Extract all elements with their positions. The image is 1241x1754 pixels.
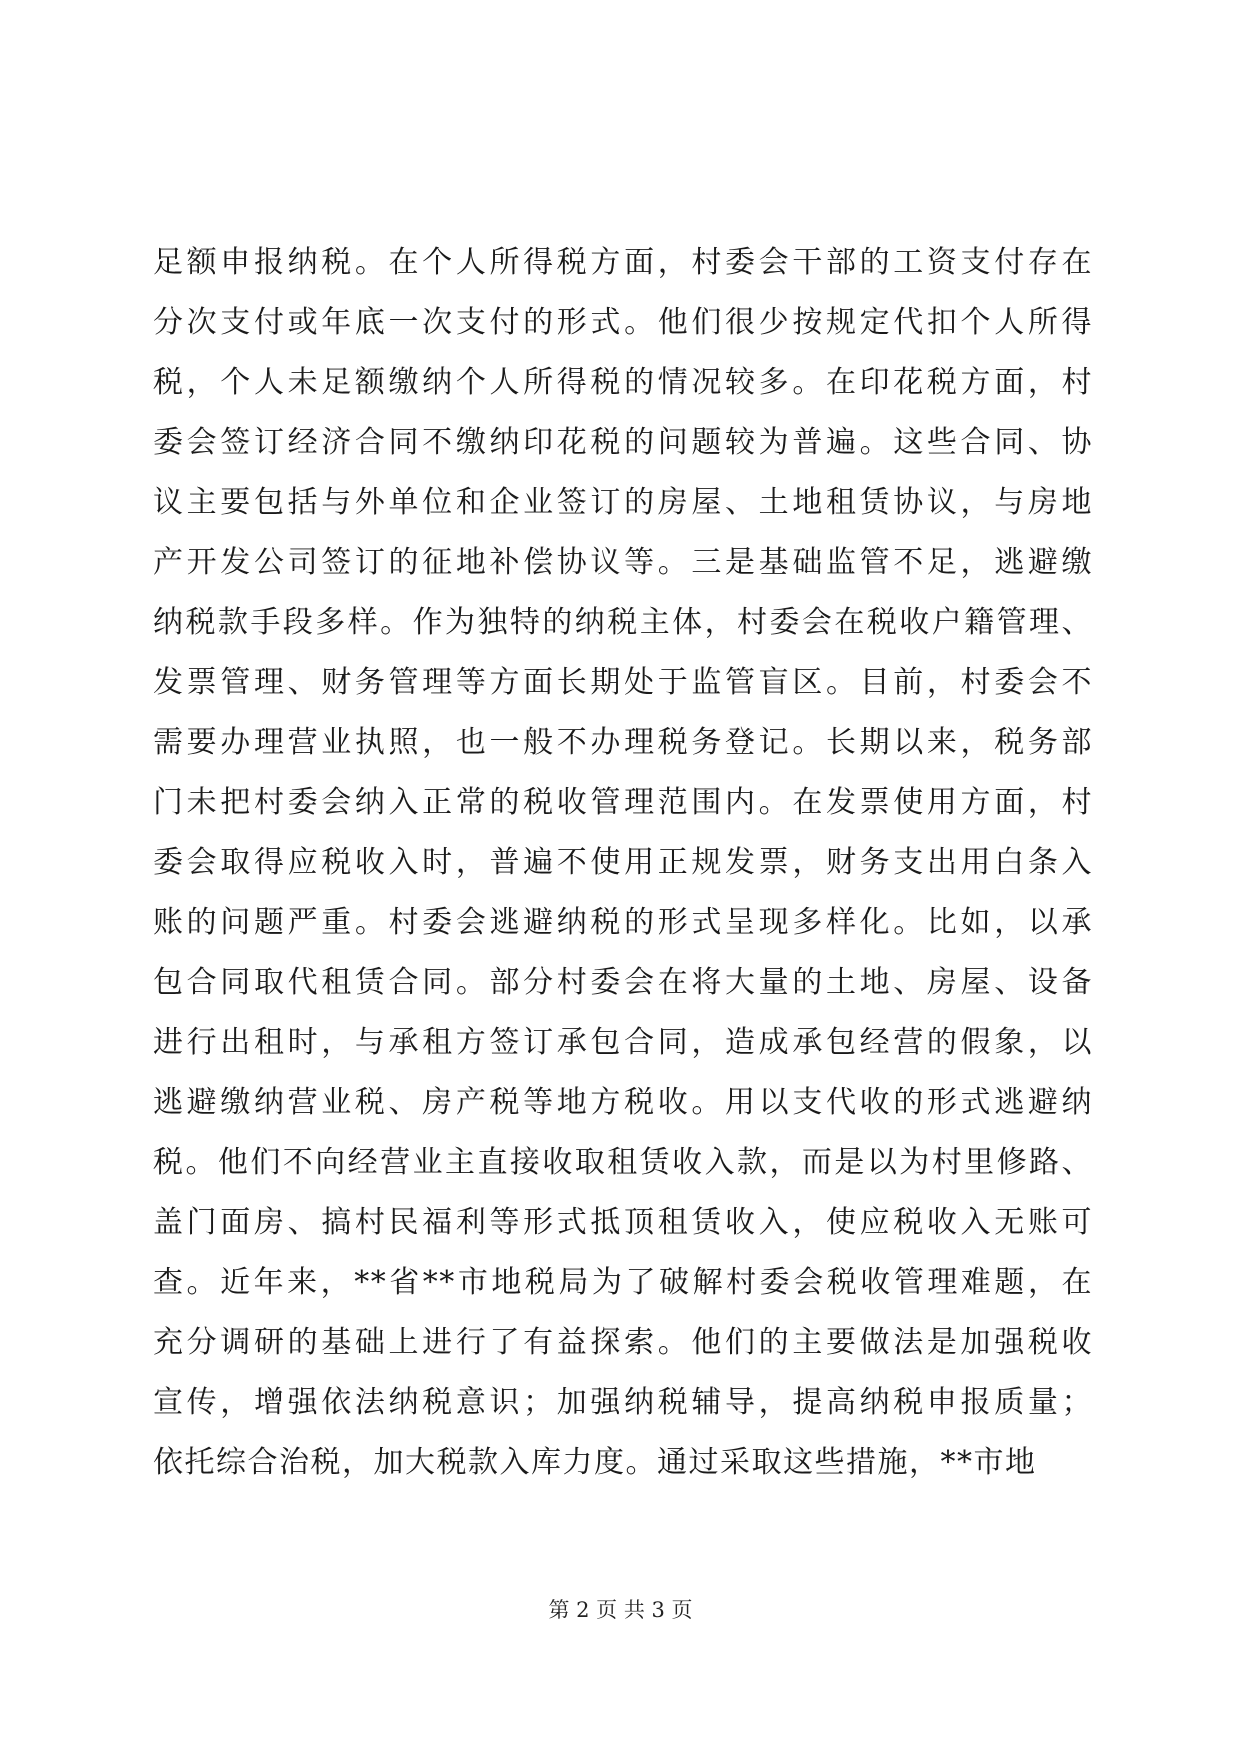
text-line-5: 议主要包括与外单位和企业签订的房屋、土地租赁协议，与房地 xyxy=(153,485,1093,520)
text-line-6: 产开发公司签订的征地补偿协议等。三是基础监管不足，逃避缴 xyxy=(153,545,1093,580)
text-line-18: 查。近年来，**省**市地税局为了破解村委会税收管理难题，在 xyxy=(153,1265,1093,1300)
text-line-4: 委会签订经济合同不缴纳印花税的问题较为普遍。这些合同、协 xyxy=(153,425,1093,460)
text-line-10: 门未把村委会纳入正常的税收管理范围内。在发票使用方面，村 xyxy=(153,785,1093,820)
text-line-9: 需要办理营业执照，也一般不办理税务登记。长期以来，税务部 xyxy=(153,725,1093,760)
text-line-8: 发票管理、财务管理等方面长期处于监管盲区。目前，村委会不 xyxy=(153,665,1093,700)
text-line-2: 分次支付或年底一次支付的形式。他们很少按规定代扣个人所得 xyxy=(153,305,1093,340)
text-line-20: 宣传，增强依法纳税意识；加强纳税辅导，提高纳税申报质量； xyxy=(153,1385,1093,1420)
text-line-11: 委会取得应税收入时，普遍不使用正规发票，财务支出用白条入 xyxy=(153,845,1093,880)
text-line-14: 进行出租时，与承租方签订承包合同，造成承包经营的假象，以 xyxy=(153,1025,1093,1060)
text-line-16: 税。他们不向经营业主直接收取租赁收入款，而是以为村里修路、 xyxy=(153,1145,1093,1180)
text-line-19: 充分调研的基础上进行了有益探索。他们的主要做法是加强税收 xyxy=(153,1325,1093,1360)
text-line-3: 税，个人未足额缴纳个人所得税的情况较多。在印花税方面，村 xyxy=(153,365,1093,400)
page-footer: 第 2 页 共 3 页 xyxy=(548,1598,693,1622)
text-line-13: 包合同取代租赁合同。部分村委会在将大量的土地、房屋、设备 xyxy=(153,965,1093,1000)
text-line-15: 逃避缴纳营业税、房产税等地方税收。用以支代收的形式逃避纳 xyxy=(153,1085,1093,1120)
text-line-21: 依托综合治税，加大税款入库力度。通过采取这些措施，**市地 xyxy=(153,1445,1037,1480)
text-line-7: 纳税款手段多样。作为独特的纳税主体，村委会在税收户籍管理、 xyxy=(153,605,1093,640)
text-line-12: 账的问题严重。村委会逃避纳税的形式呈现多样化。比如，以承 xyxy=(153,905,1093,940)
body-text xyxy=(153,233,1093,1493)
text-line-1: 足额申报纳税。在个人所得税方面，村委会干部的工资支付存在 xyxy=(153,245,1093,280)
text-line-17: 盖门面房、搞村民福利等形式抵顶租赁收入，使应税收入无账可 xyxy=(153,1205,1093,1240)
